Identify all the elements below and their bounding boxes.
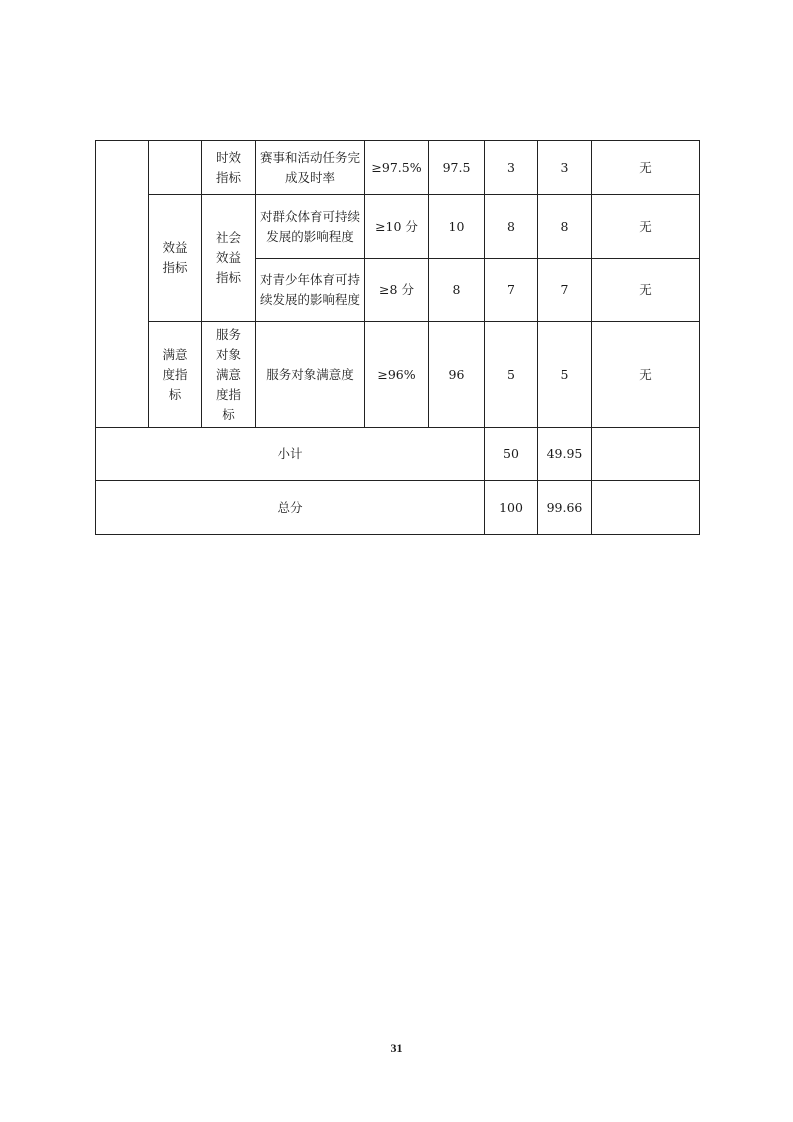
actual-cell: 10 xyxy=(429,195,485,259)
subtotal-weight: 50 xyxy=(485,428,538,481)
target-cell: ≥97.5% xyxy=(365,141,429,195)
weight-cell: 7 xyxy=(485,259,538,322)
indicator-cell: 赛事和活动任务完成及时率 xyxy=(256,141,365,195)
table-row xyxy=(96,195,700,259)
deviation-cell: 无 xyxy=(592,141,700,195)
level3-cell: 服务对象满意度指标 xyxy=(202,322,256,428)
subtotal-label: 小计 xyxy=(96,428,485,481)
target-cell: ≥8 分 xyxy=(365,259,429,322)
subtotal-deviation xyxy=(592,428,700,481)
weight-cell: 3 xyxy=(485,141,538,195)
level2-cell: 满意度指标 xyxy=(149,322,202,428)
level2-cell xyxy=(149,141,202,195)
subtotal-score: 49.95 xyxy=(538,428,592,481)
actual-cell: 97.5 xyxy=(429,141,485,195)
total-weight: 100 xyxy=(485,481,538,535)
total-score: 99.66 xyxy=(538,481,592,535)
deviation-cell: 无 xyxy=(592,195,700,259)
weight-cell: 5 xyxy=(485,322,538,428)
deviation-cell: 无 xyxy=(592,322,700,428)
score-cell: 3 xyxy=(538,141,592,195)
level1-cell xyxy=(96,141,149,428)
target-cell: ≥10 分 xyxy=(365,195,429,259)
indicator-cell: 服务对象满意度 xyxy=(256,322,365,428)
indicator-cell: 对青少年体育可持续发展的影响程度 xyxy=(256,259,365,322)
actual-cell: 8 xyxy=(429,259,485,322)
actual-cell: 96 xyxy=(429,322,485,428)
level3-cell: 社会效益指标 xyxy=(202,195,256,322)
level2-cell: 效益指标 xyxy=(149,195,202,322)
total-deviation xyxy=(592,481,700,535)
table-row xyxy=(96,322,700,428)
page-number: 31 xyxy=(390,1041,403,1055)
deviation-cell: 无 xyxy=(592,259,700,322)
level3-cell: 时效指标 xyxy=(202,141,256,195)
indicator-cell: 对群众体育可持续发展的影响程度 xyxy=(256,195,365,259)
score-cell: 5 xyxy=(538,322,592,428)
total-label: 总分 xyxy=(96,481,485,535)
weight-cell: 8 xyxy=(485,195,538,259)
table-row xyxy=(96,141,700,195)
total-row xyxy=(96,481,700,535)
score-cell: 8 xyxy=(538,195,592,259)
target-cell: ≥96% xyxy=(365,322,429,428)
score-cell: 7 xyxy=(538,259,592,322)
performance-table xyxy=(95,140,700,535)
subtotal-row xyxy=(96,428,700,481)
